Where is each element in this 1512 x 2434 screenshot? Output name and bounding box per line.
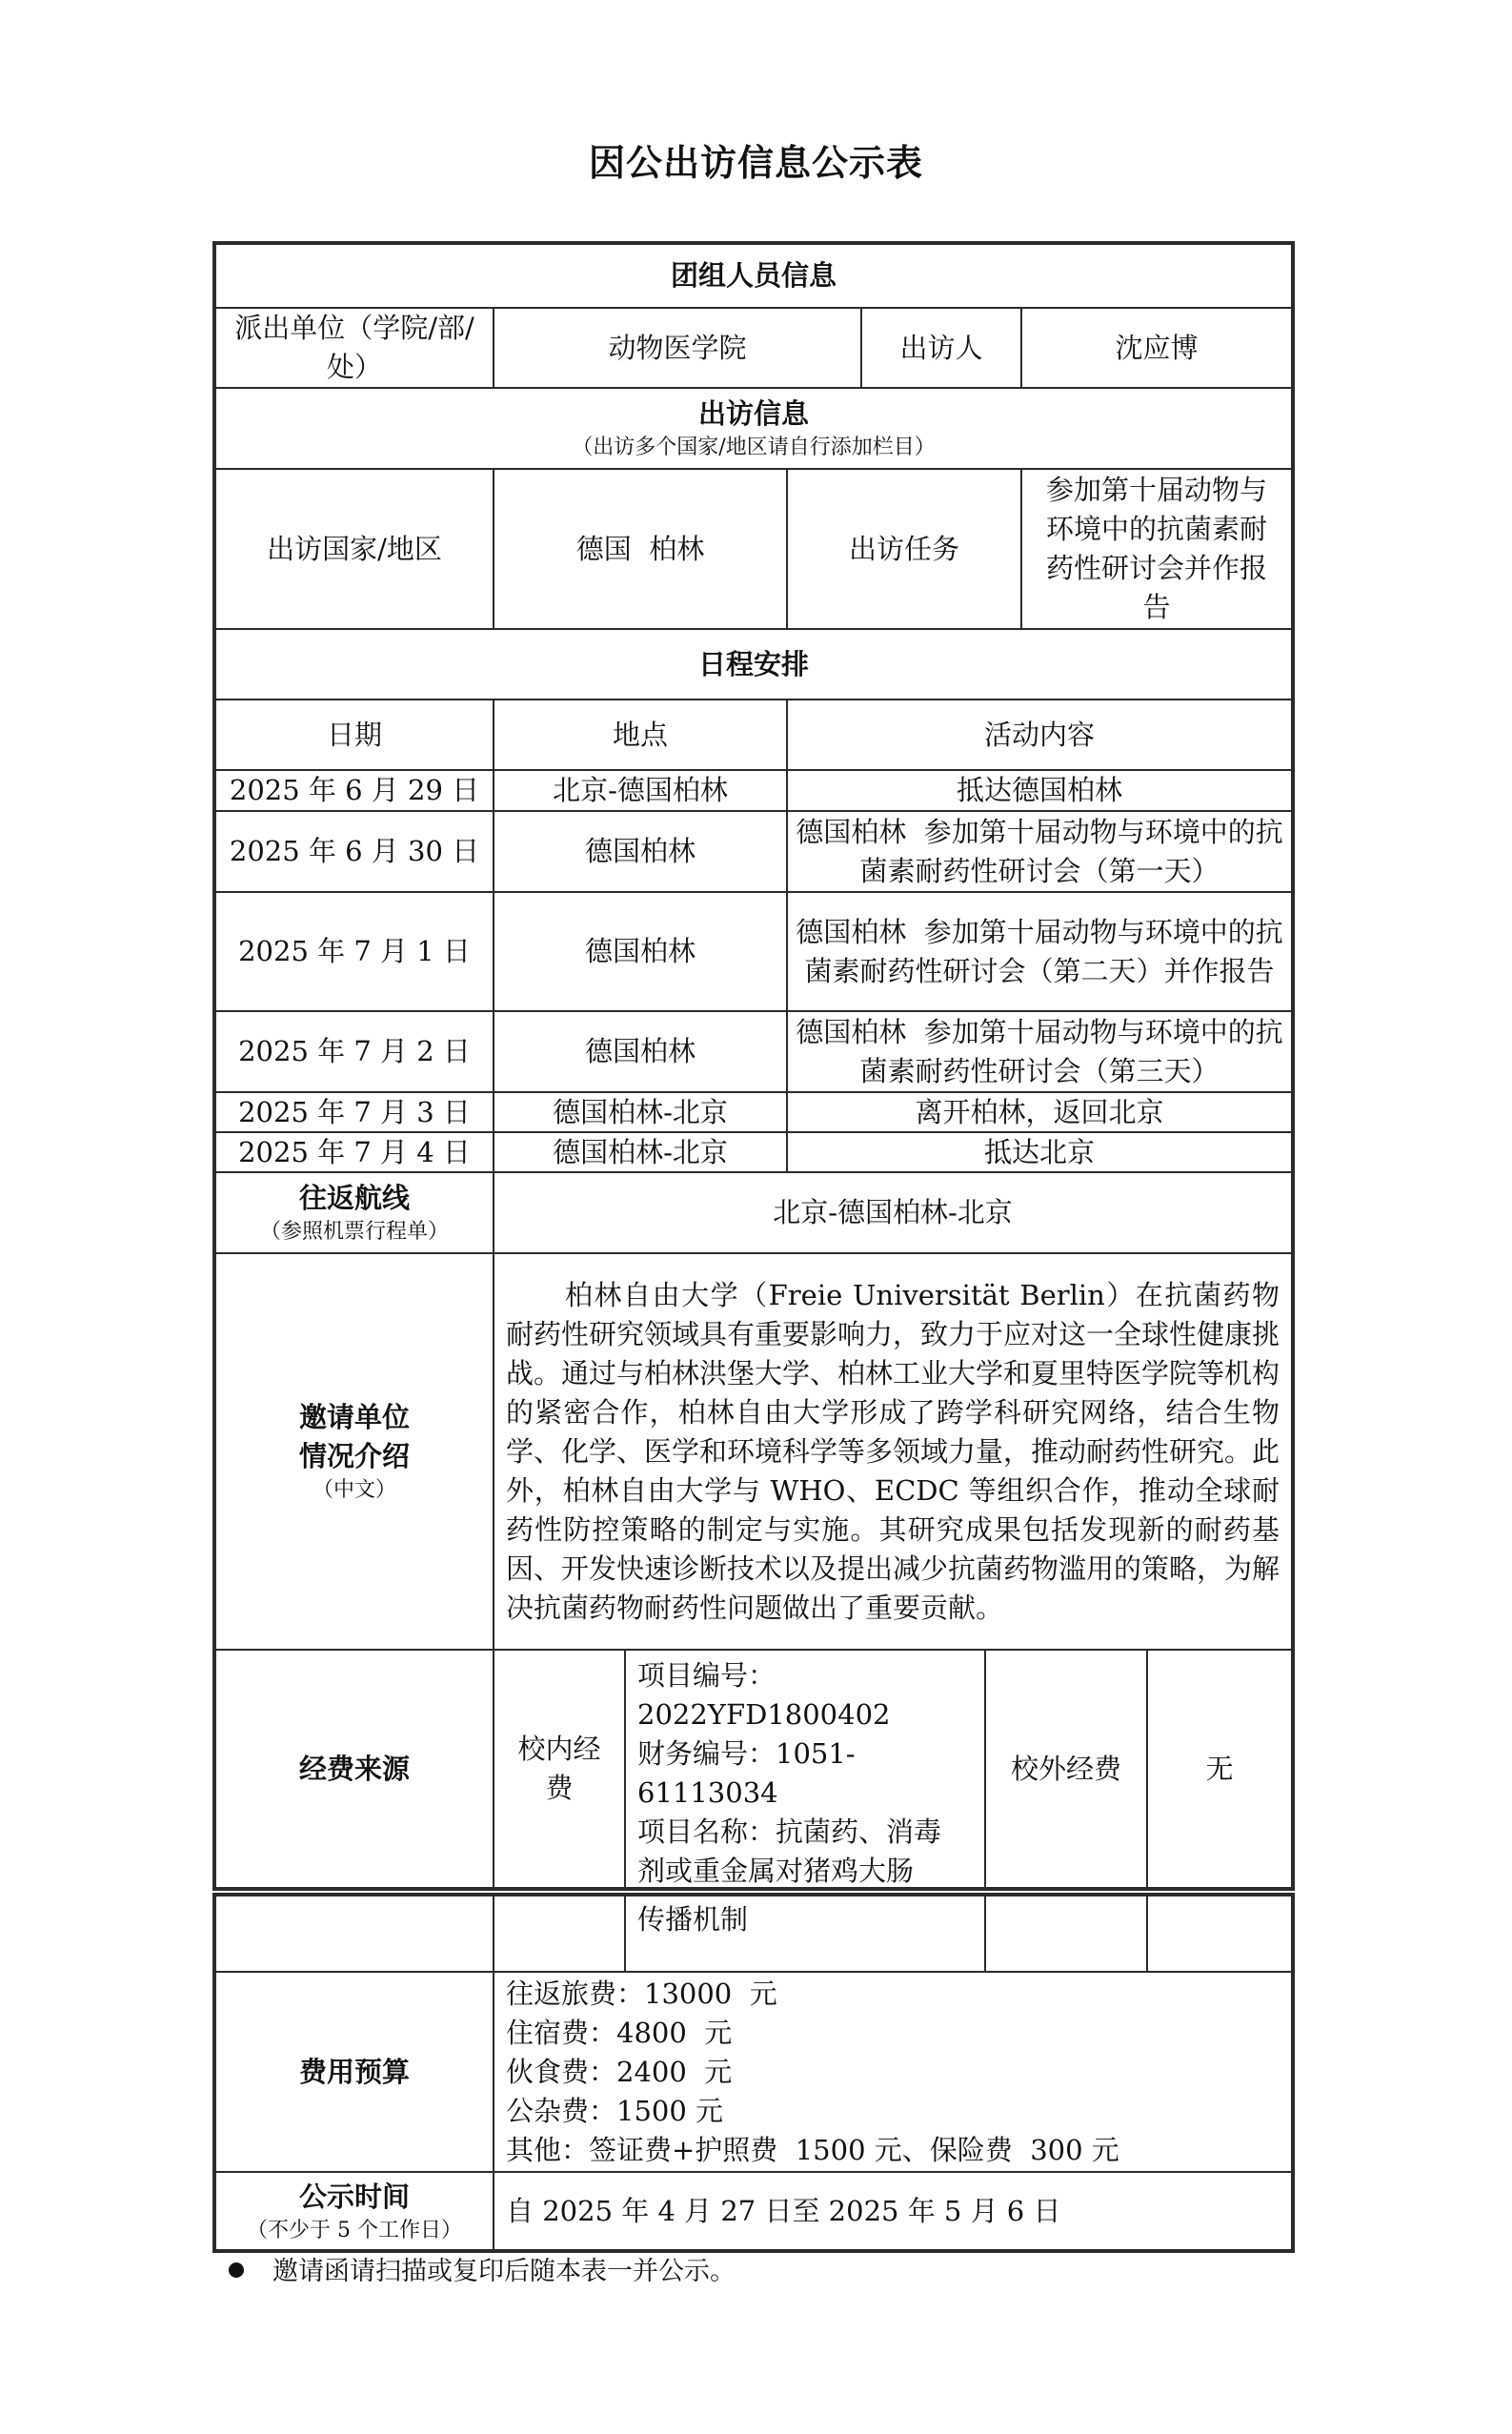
footnote-text: 邀请函请扫描或复印后随本表一并公示。 bbox=[272, 2257, 736, 2286]
external-funding-value-continued bbox=[1146, 1895, 1293, 1973]
internal-funding-label: 校内经费 bbox=[493, 1649, 626, 1889]
project-info-line: 项目编号： bbox=[637, 1659, 776, 1692]
page-title: 因公出访信息公示表 bbox=[588, 141, 923, 184]
inviter-label-note: （中文） bbox=[312, 1478, 396, 1502]
footnote bbox=[229, 2253, 736, 2291]
internal-funding-continued bbox=[493, 1895, 626, 1973]
visitor-label: 出访人 bbox=[860, 307, 1022, 389]
external-funding-value: 无 bbox=[1146, 1649, 1293, 1889]
destination-label: 出访国家/地区 bbox=[214, 468, 494, 630]
budget-item: 其他：签证费+护照费 1500 元、保险费 300 元 bbox=[506, 2133, 1119, 2166]
budget-item: 住宿费：4800 元 bbox=[506, 2016, 733, 2049]
schedule-row-activity: 抵达北京 bbox=[786, 1131, 1293, 1173]
inviter-description bbox=[493, 1252, 1293, 1651]
visit-info-note: （出访多个国家/地区请自行添加栏目） bbox=[572, 436, 936, 459]
schedule-col-place: 地点 bbox=[493, 699, 788, 771]
route-label-note: （参照机票行程单） bbox=[259, 1220, 449, 1244]
inviter-label-line2: 情况介绍 bbox=[298, 1440, 410, 1472]
publicity-label-text: 公示时间 bbox=[298, 2180, 410, 2213]
route-label bbox=[214, 1171, 494, 1254]
external-funding-label: 校外经费 bbox=[984, 1649, 1148, 1889]
visitor-value: 沈应博 bbox=[1020, 307, 1293, 389]
dispatch-unit-label: 派出单位（学院/部/处） bbox=[214, 307, 494, 389]
schedule-row-place: 德国柏林 bbox=[493, 1010, 788, 1093]
schedule-col-date: 日期 bbox=[214, 699, 494, 771]
project-info bbox=[624, 1649, 986, 1889]
schedule-row-date: 2025 年 7 月 1 日 bbox=[214, 891, 494, 1012]
schedule-row-activity: 德国柏林 参加第十届动物与环境中的抗菌素耐药性研讨会（第三天） bbox=[786, 1010, 1293, 1093]
dispatch-unit-value: 动物医学院 bbox=[493, 307, 862, 389]
visit-task-label: 出访任务 bbox=[786, 468, 1022, 630]
schedule-row-date: 2025 年 6 月 30 日 bbox=[214, 810, 494, 893]
budget-label: 费用预算 bbox=[214, 1971, 494, 2173]
schedule-row-place: 德国柏林 bbox=[493, 810, 788, 893]
project-info-continued: 传播机制 bbox=[624, 1895, 986, 1973]
schedule-row-place: 德国柏林 bbox=[493, 891, 788, 1012]
schedule-header: 日程安排 bbox=[214, 628, 1293, 700]
schedule-row-date: 2025 年 6 月 29 日 bbox=[214, 769, 494, 812]
visit-info-header bbox=[214, 387, 1293, 470]
schedule-row-activity: 抵达德国柏林 bbox=[786, 769, 1293, 812]
inviter-label bbox=[214, 1252, 494, 1651]
bullet-icon bbox=[229, 2262, 244, 2278]
project-info-line: 财务编号：1051-61113034 bbox=[637, 1737, 856, 1809]
schedule-row-date: 2025 年 7 月 2 日 bbox=[214, 1010, 494, 1093]
budget-items bbox=[493, 1971, 1293, 2173]
schedule-row-activity: 离开柏林，返回北京 bbox=[786, 1091, 1293, 1133]
funding-label-continued bbox=[214, 1895, 494, 1973]
visit-info-title: 出访信息 bbox=[697, 397, 809, 430]
publicity-label-note: （不少于 5 个工作日） bbox=[247, 2218, 462, 2242]
publicity-label bbox=[214, 2171, 494, 2251]
inviter-description-text: 柏林自由大学（Freie Universität Berlin）在抗菌药物耐药性研究领域具有重要影响力，致力于应对这一全球性健康挑战。通过与柏林洪堡大学、柏林工业大学和夏里特医学院等机构的紧密合作，柏林自由大学形成了跨学科研究网络，结合生物学、化学、医学和环境科学等多领域力量，推动耐药性研究。此外，柏林自由大学与 WHO、ECDC 等组织合作，推动全球耐药性防控策略的制定与实施。其研究成果包括发现新的耐药基因、开发快速诊断技术以及提出减少抗菌药物滥用的策略，为解决抗菌药物耐药性问题做出了重要贡献。 bbox=[506, 1278, 1280, 1624]
external-funding-label-continued bbox=[984, 1895, 1148, 1973]
team-info-header: 团组人员信息 bbox=[214, 243, 1293, 309]
inviter-label-line1: 邀请单位 bbox=[298, 1401, 410, 1433]
route-value: 北京-德国柏林-北京 bbox=[493, 1171, 1293, 1254]
schedule-row-place: 德国柏林-北京 bbox=[493, 1091, 788, 1133]
schedule-col-activity: 活动内容 bbox=[786, 699, 1293, 771]
budget-item: 伙食费：2400 元 bbox=[506, 2055, 733, 2088]
schedule-row-place: 德国柏林-北京 bbox=[493, 1131, 788, 1173]
publicity-value: 自 2025 年 4 月 27 日至 2025 年 5 月 6 日 bbox=[493, 2171, 1293, 2251]
schedule-row-place: 北京-德国柏林 bbox=[493, 769, 788, 812]
project-info-line: 剂或重金属对猪鸡大肠 bbox=[637, 1855, 915, 1887]
schedule-row-activity: 德国柏林 参加第十届动物与环境中的抗菌素耐药性研讨会（第一天） bbox=[786, 810, 1293, 893]
funding-label: 经费来源 bbox=[214, 1649, 494, 1889]
destination-value: 德国 柏林 bbox=[493, 468, 788, 630]
route-label-text: 往返航线 bbox=[298, 1182, 410, 1214]
schedule-row-date: 2025 年 7 月 3 日 bbox=[214, 1091, 494, 1133]
schedule-row-activity: 德国柏林 参加第十届动物与环境中的抗菌素耐药性研讨会（第二天）并作报告 bbox=[786, 891, 1293, 1012]
project-info-line: 项目名称：抗菌药、消毒 bbox=[637, 1815, 942, 1848]
budget-item: 公杂费：1500 元 bbox=[506, 2094, 724, 2127]
budget-item: 往返旅费：13000 元 bbox=[506, 1977, 777, 2010]
visit-task-value: 参加第十届动物与环境中的抗菌素耐药性研讨会并作报告 bbox=[1020, 468, 1293, 630]
schedule-row-date: 2025 年 7 月 4 日 bbox=[214, 1131, 494, 1173]
project-info-line: 2022YFD1800402 bbox=[637, 1698, 891, 1731]
